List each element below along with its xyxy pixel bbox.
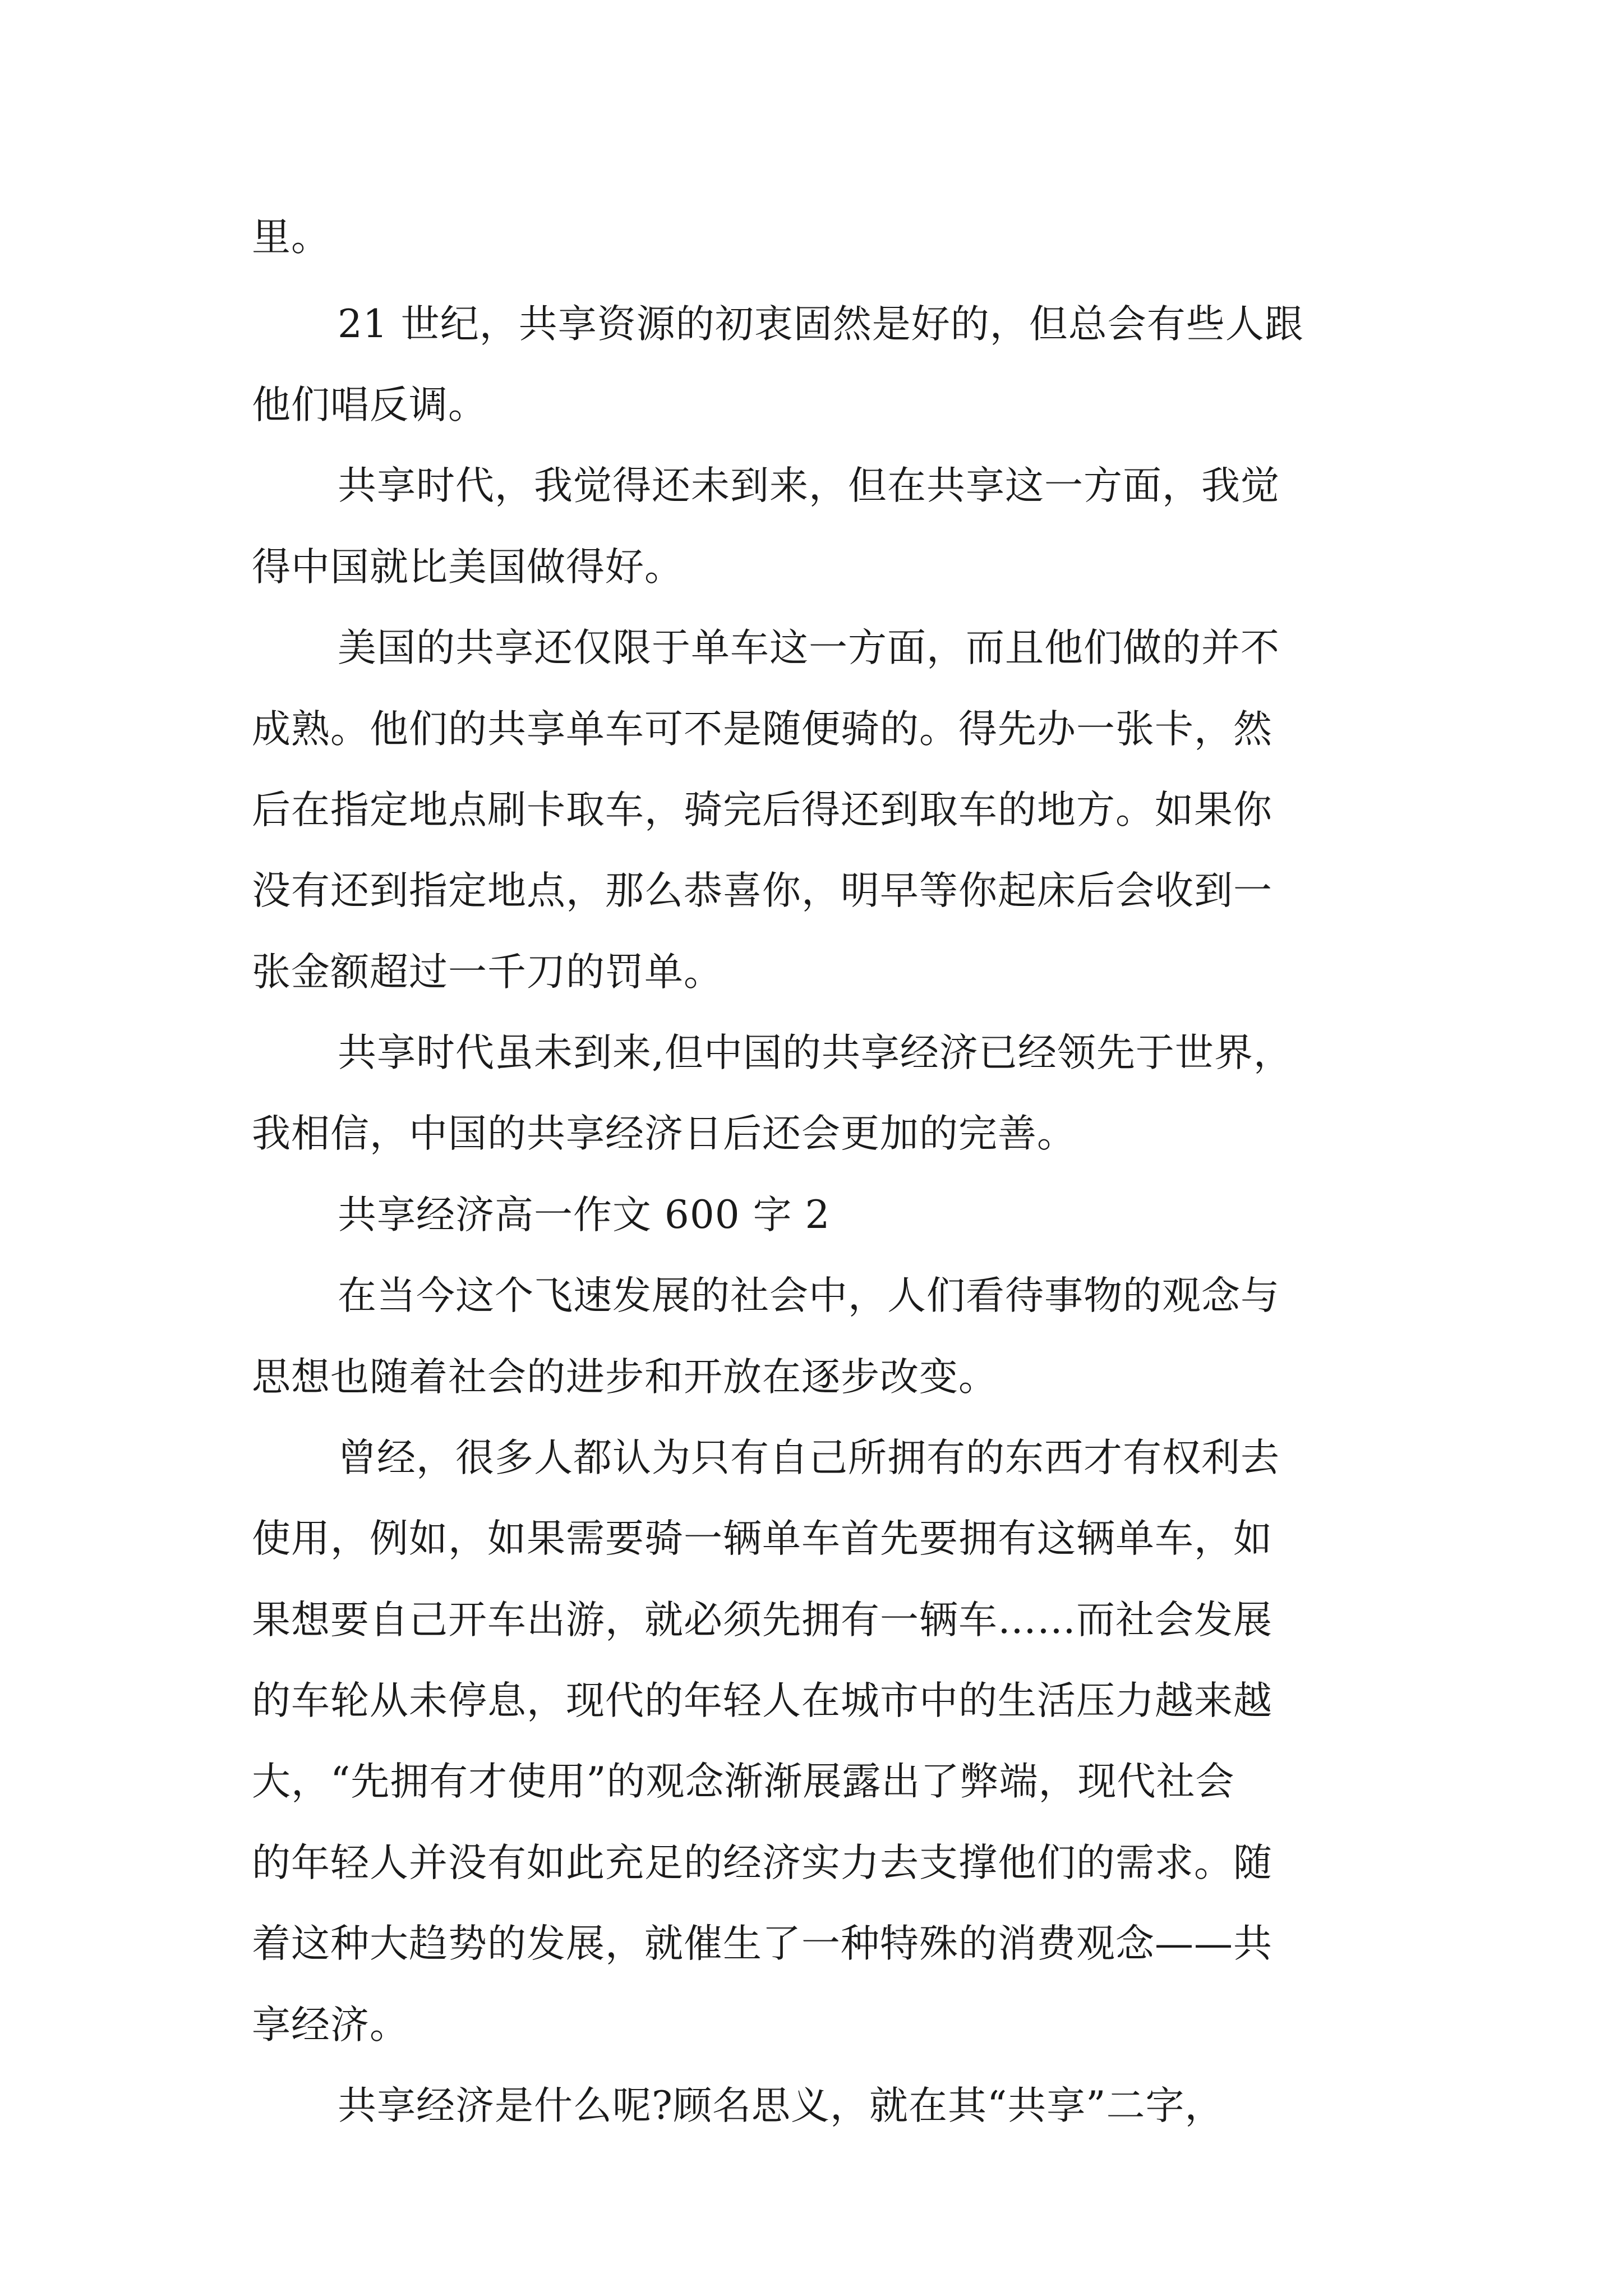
text-line: 的年轻人并没有如此充足的经济实力去支撑他们的需求。随: [252, 1841, 1272, 1885]
paragraph-line: 共享经济是什么呢?顾名思义，就在其“共享”二字，: [338, 2083, 1224, 2128]
text-line: 成熟。他们的共享单车可不是随便骑的。得先办一张卡，然: [252, 707, 1272, 752]
paragraph-line: 曾经，很多人都认为只有自己所拥有的东西才有权利去: [338, 1435, 1280, 1480]
text-line: 张金额超过一千刀的罚单。: [252, 950, 723, 995]
text-line: 使用，例如，如果需要骑一辆单车首先要拥有这辆单车，如: [252, 1516, 1272, 1561]
text-line: 果想要自己开车出游，就必须先拥有一辆车……而社会发展: [252, 1598, 1272, 1642]
text-line: 没有还到指定地点，那么恭喜你，明早等你起床后会收到一: [252, 868, 1272, 913]
text-line: 他们唱反调。: [252, 383, 487, 427]
text-line: 思想也随着社会的进步和开放在逐步改变。: [252, 1355, 998, 1400]
text-line: 着这种大趋势的发展，就催生了一种特殊的消费观念——共: [252, 1921, 1272, 1966]
paragraph-line: 共享时代，我觉得还未到来，但在共享这一方面，我觉: [338, 463, 1280, 508]
text-line: 后在指定地点刷卡取车，骑完后得还到取车的地方。如果你: [252, 788, 1272, 832]
text-line: 得中国就比美国做得好。: [252, 545, 684, 590]
paragraph-line: 21 世纪，共享资源的初衷固然是好的，但总会有些人跟: [338, 302, 1304, 347]
paragraph-line: 在当今这个飞速发展的社会中，人们看待事物的观念与: [338, 1273, 1280, 1318]
text-line: 的车轮从未停息，现代的年轻人在城市中的生活压力越来越: [252, 1678, 1272, 1723]
paragraph-line: 共享时代虽未到来,但中国的共享经济已经领先于世界，: [338, 1030, 1293, 1075]
text-line: 享经济。: [252, 2003, 409, 2047]
section-heading: 共享经济高一作文 600 字 2: [338, 1193, 831, 1237]
text-line: 里。: [252, 215, 330, 260]
text-line: 大，“先拥有才使用”的观念渐渐展露出了弊端，现代社会: [252, 1759, 1235, 1804]
paragraph-line: 美国的共享还仅限于单车这一方面，而且他们做的并不: [338, 625, 1280, 670]
text-line: 我相信，中国的共享经济日后还会更加的完善。: [252, 1111, 1076, 1156]
